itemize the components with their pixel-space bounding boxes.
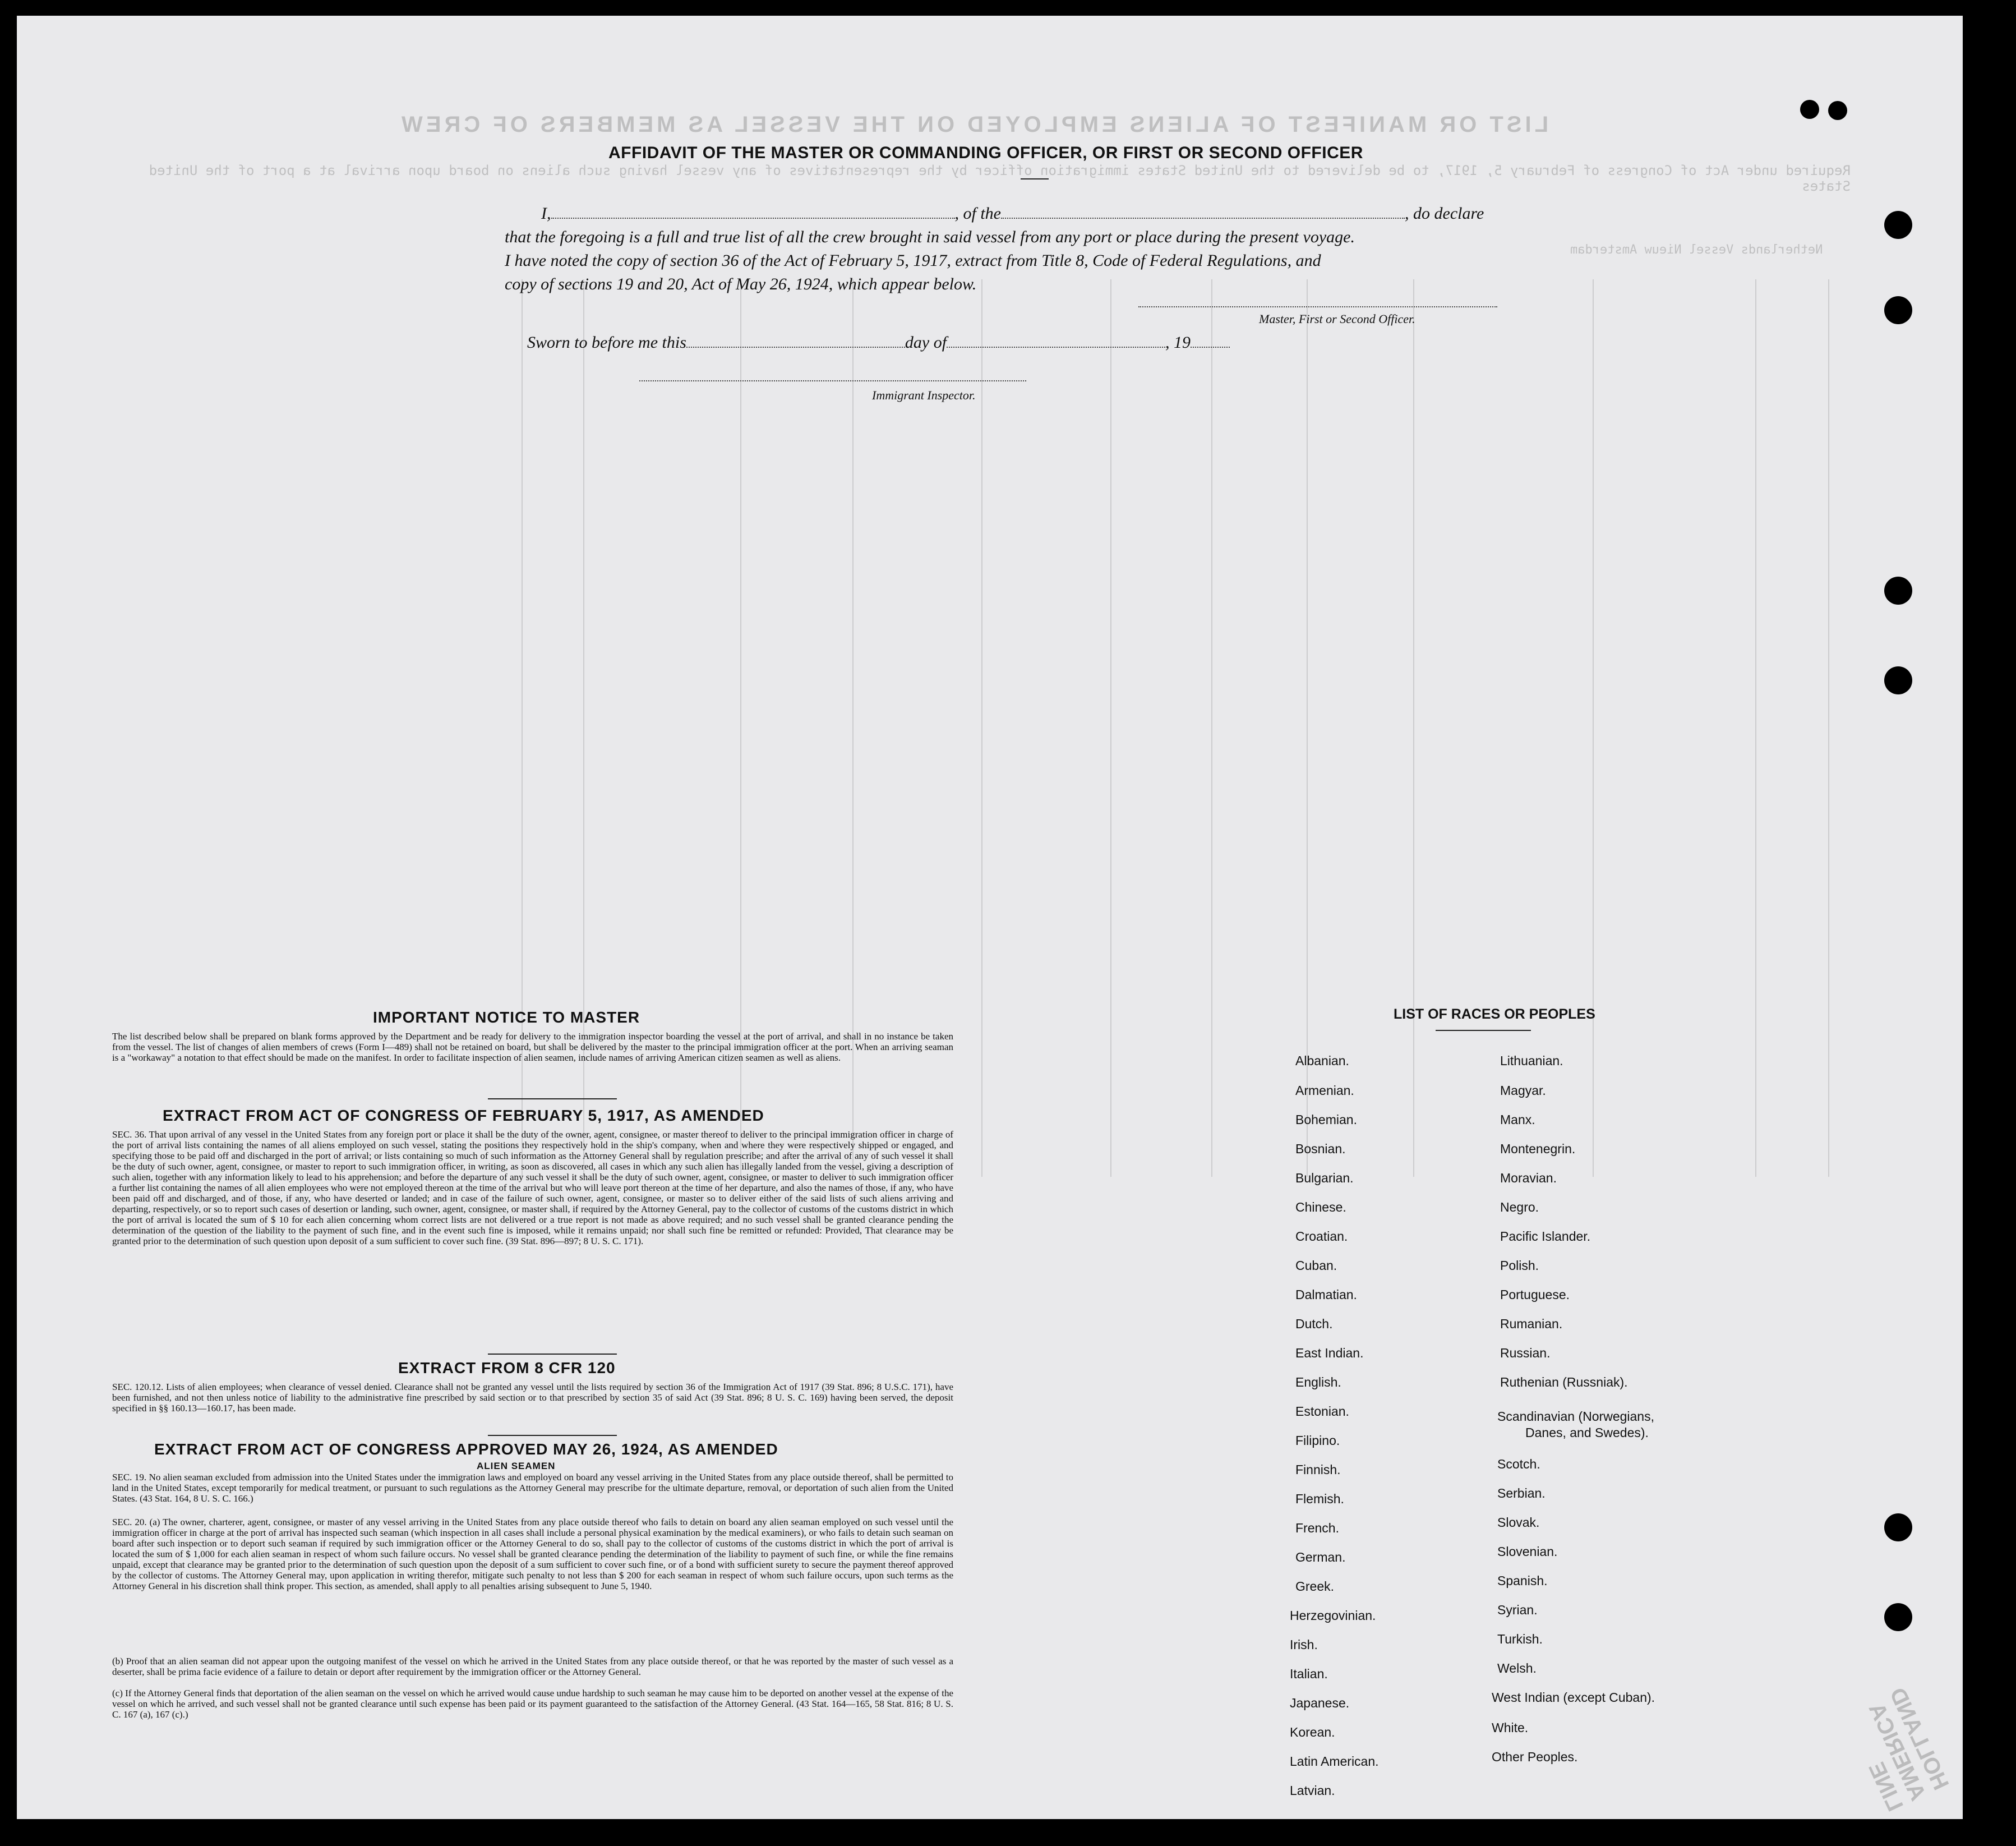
punch-hole-top xyxy=(1800,100,1819,119)
race-item: Irish. xyxy=(1290,1637,1318,1652)
race-item: Flemish. xyxy=(1295,1491,1344,1506)
sworn-line: Sworn to before me this day of , 19 xyxy=(527,333,1230,352)
race-item: Bosnian. xyxy=(1295,1141,1346,1156)
affidavit-line-3: I have noted the copy of section 36 of the Act of February 5, 1917, extract from Title 8, Code of Federal Regulations, and xyxy=(505,251,1321,270)
extract-1917-title: EXTRACT FROM ACT OF CONGRESS OF FEBRUARY 5, 1917, AS AMENDED xyxy=(163,1107,764,1124)
notice-text: The list described below shall be prepared on blank forms approved by the Department and be ready for delivery to the immigration inspector boarding the vessel at the port of arrival, and shall in no instance be taken from the vessel. The list of changes of alien members of crews (Form I—489) shall not be retained on board, but shall be delivered by the master to the principal immigration officer at the port. When an arriving seaman is a "workaway" a notation to that effect should be made on the manifest. In order to facilitate inspection of alien seamen, include names of arriving American citizen seamen as well as aliens. xyxy=(112,1031,953,1063)
race-item: Estonian. xyxy=(1295,1404,1349,1419)
punch-hole xyxy=(1884,1513,1912,1541)
race-item: Rumanian. xyxy=(1500,1316,1563,1331)
race-item: Latin American. xyxy=(1290,1754,1379,1769)
race-item: Chinese. xyxy=(1295,1200,1346,1214)
race-item: Negro. xyxy=(1500,1200,1539,1214)
race-item: Moravian. xyxy=(1500,1171,1557,1185)
race-item: Turkish. xyxy=(1497,1632,1543,1646)
affidavit-line-4: copy of sections 19 and 20, Act of May 26, 1924, which appear below. xyxy=(505,275,977,293)
race-item: Manx. xyxy=(1500,1112,1535,1127)
race-item: Pacific Islander. xyxy=(1500,1229,1591,1244)
race-item: German. xyxy=(1295,1550,1346,1564)
race-item: Cuban. xyxy=(1295,1258,1337,1273)
extract-cfr-title: EXTRACT FROM 8 CFR 120 xyxy=(398,1359,616,1377)
race-item: Scandinavian (Norwegians, xyxy=(1497,1409,1654,1424)
extract-cfr-text: SEC. 120.12. Lists of alien employees; when clearance of vessel denied. Clearance shall not be granted any vessel until the lists required by section 36 of the Immigration Act of 1917 (39 Stat. 896; 8 U.S.C. 171), have been furnished, and not then unless notice of liability to the administrative fine prescribed by said section or to that prescribed by section 35 of said Act (39 Stat. 896; 8 U. S. C. 169) having been served, the deposit specified in §§ 160.13—160.17, has been made. xyxy=(112,1382,953,1414)
race-item: Slovak. xyxy=(1497,1515,1540,1530)
race-item: Magyar. xyxy=(1500,1083,1546,1098)
race-item: Syrian. xyxy=(1497,1603,1538,1617)
affidavit-title: AFFIDAVIT OF THE MASTER OR COMMANDING OFFICER, OR FIRST OR SECOND OFFICER xyxy=(608,144,1363,162)
race-item: Slovenian. xyxy=(1497,1544,1558,1559)
punch-hole xyxy=(1884,577,1912,605)
race-item: Polish. xyxy=(1500,1258,1539,1273)
race-item: Bohemian. xyxy=(1295,1112,1357,1127)
race-item: Croatian. xyxy=(1295,1229,1348,1244)
race-item: Spanish. xyxy=(1497,1573,1548,1588)
manifest-sheet xyxy=(17,16,1963,1819)
race-item: East Indian. xyxy=(1295,1346,1364,1360)
race-item: Korean. xyxy=(1290,1725,1335,1739)
punch-hole xyxy=(1884,296,1912,324)
race-item: White. xyxy=(1492,1720,1529,1735)
race-item: Other Peoples. xyxy=(1492,1750,1578,1764)
race-item: Dalmatian. xyxy=(1295,1287,1357,1302)
race-item: Scotch. xyxy=(1497,1457,1540,1471)
punch-hole xyxy=(1884,211,1912,239)
race-item: Danes, and Swedes). xyxy=(1525,1425,1649,1440)
affidavit-line-2: that the foregoing is a full and true list of all the crew brought in said vessel from any port or place during the present voyage. xyxy=(505,228,1355,246)
affidavit-line-1: I, , of the , do declare xyxy=(541,204,1484,223)
race-item: Dutch. xyxy=(1295,1316,1333,1331)
race-item: Armenian. xyxy=(1295,1083,1354,1098)
race-item: Albanian. xyxy=(1295,1053,1349,1068)
extract-1924-sec20b: (b) Proof that an alien seaman did not appear upon the outgoing manifest of the vessel on which he arrived in the United States from any place outside thereof, or that he was reported by the master of such vessel as a deserter, shall be prima facie evidence of a failure to detain or deport after requirement by the immigration officer or the Attorney General. xyxy=(112,1656,953,1677)
race-item: Filipino. xyxy=(1295,1433,1340,1448)
notice-title: IMPORTANT NOTICE TO MASTER xyxy=(373,1009,640,1026)
race-item: Portuguese. xyxy=(1500,1287,1570,1302)
extract-1917-text: SEC. 36. That upon arrival of any vessel in the United States from any foreign port or place it shall be the duty of the owner, agent, consignee, or master thereof to deliver to the principal immigration officer in charge of the port of arrival lists containing the names of all aliens employed on such vessel, stating the positions they respectively hold in the ship's company, when and where they were respectively shipped or engaged, and specifying those to be paid off and discharged in the port of arrival; or lists containing so much of such information as the Attorney General shall by regulation prescribe; and after the arrival of any of such vessel it shall be the duty of such owner, agent, consignee, or master to report to such immigration officer, in writing, as soon as discovered, all cases in which any such alien has illegally landed from the vessel, giving a description of such alien, together with any information likely to lead to his apprehension; and before the departure of any such vessel it shall be the duty of such owner, agent, consignee, or master to deliver to such immigration officer a further list containing the names of all alien employees who were not employed thereon at the time of the arrival but who will leave port thereon at the time of her departure, and also the names of those, if any, who have been paid off and discharged, and of those, if any, who have deserted or landed; and in case of the failure of such owner, agent, consignee, or master so to deliver either of the said lists of such aliens arriving and departing, respectively, or so to report such cases of desertion or landing, such owner, agent, consignee, or master shall, if required by the Attorney General, pay to the collector of customs of the customs district in which the port of arrival is located the sum of $ 10 for each alien concerning whom correct lists are not delivered or a true report is not made as above required; and no such vessel shall be granted clearance pending the determination of the question of the liability to the payment of such fine, and in the event such fine is imposed, while it remains unpaid; nor shall such fine be remitted or refunded: Provided, That clearance may be granted prior to the determination of such question upon deposit of a sum sufficient to cover such fine. (39 Stat. 896—897; 8 U. S. C. 171). xyxy=(112,1129,953,1246)
race-item: Lithuanian. xyxy=(1500,1053,1563,1068)
race-item: Welsh. xyxy=(1497,1661,1537,1675)
punch-hole xyxy=(1884,666,1912,694)
race-item: Russian. xyxy=(1500,1346,1551,1360)
master-signature-label: Master, First or Second Officer. xyxy=(1259,312,1415,326)
line-stamp: HOLLAND AMERICA LINE xyxy=(1863,1684,1954,1815)
race-item: West Indian (except Cuban). xyxy=(1492,1690,1655,1705)
extract-1924-title: EXTRACT FROM ACT OF CONGRESS APPROVED MAY 26, 1924, AS AMENDED xyxy=(154,1440,778,1458)
punch-hole-top xyxy=(1828,101,1847,120)
extract-1924-sec19: SEC. 19. No alien seaman excluded from admission into the United States under the immigration laws and employed on board any vessel arriving in the United States from any place outside thereof, shall be permitted to land in the United States, except temporarily for medical treatment, or pursuant to such regulations as the Attorney General may prescribe for the ultimate departure, removal, or deportation of such alien from the United States. (43 Stat. 164, 8 U. S. C. 166.) xyxy=(112,1472,953,1504)
races-title: LIST OF RACES OR PEOPLES xyxy=(1394,1006,1595,1022)
extract-1924-sec20c: (c) If the Attorney General finds that deportation of the alien seaman on the vessel on which he arrived would cause undue hardship to such seaman he may cause him to be deported on another vessel at the expense of the vessel on which he arrived, and such vessel shall not be granted clearance until such expense has been paid or its payment guaranteed to the satisfaction of the Attorney General. (43 Stat. 164—165, 58 Stat. 816; 8 U. S. C. 167 (a), 167 (c).) xyxy=(112,1688,953,1720)
inspector-label: Immigrant Inspector. xyxy=(872,388,976,402)
race-item: Latvian. xyxy=(1290,1783,1335,1798)
bleed-through-subheading: Required under Act of Congress of February 5, 1917, to be delivered to the United States immigration officer by the representatives of any vessel having such aliens on board upon arrival at a port of the United States xyxy=(149,163,1851,194)
race-item: Ruthenian (Russniak). xyxy=(1500,1375,1628,1389)
race-item: Herzegovinian. xyxy=(1290,1608,1376,1623)
race-item: French. xyxy=(1295,1521,1339,1535)
extract-1924-subtitle: ALIEN SEAMEN xyxy=(477,1461,556,1471)
extract-1924-sec20a: SEC. 20. (a) The owner, charterer, agent, consignee, or master of any vessel arriving in the United States from any place outside thereof who fails to detain on board any alien seaman employed on such vessel until the immigration officer in charge at the port of arrival has inspected such seaman (which inspection in all cases shall include a personal physical examination by the medical examiners), or who fails to detain such seaman on board after such inspection or to deport such seaman if required by such immigration officer or the Attorney General to do so, shall pay to the collector of customs of the customs district in which the port of arrival is located the sum of $ 1,000 for each alien seaman in respect of whom such failure occurs. No vessel shall be granted clearance pending the determination of the liability to payment of such fine, or while the fine remains unpaid, except that clearance may be granted prior to the determination of such question upon the deposit of a sum sufficient to cover such fine, or of a bond with sufficient surety to secure the payment thereof approved by the collector of customs. The Attorney General may, upon application in writing therefor, mitigate such penalty to not less than $ 200 for each seaman in respect of whom such failure occurs, upon such terms as the Attorney General in his discretion shall think proper. This section, as amended, shall apply to all penalties arising subsequent to June 5, 1940. xyxy=(112,1517,953,1591)
race-item: Montenegrin. xyxy=(1500,1141,1576,1156)
race-item: Japanese. xyxy=(1290,1696,1350,1710)
race-item: Serbian. xyxy=(1497,1486,1546,1500)
punch-hole xyxy=(1884,1603,1912,1631)
bleed-through-vessel: Netherlands Vessel Nieuw Amsterdam xyxy=(1570,243,1823,257)
race-item: English. xyxy=(1295,1375,1341,1389)
bleed-through-heading: LIST OR MANIFEST OF ALIENS EMPLOYED ON THE VESSEL AS MEMBERS OF CREW xyxy=(398,112,1549,137)
race-item: Italian. xyxy=(1290,1667,1328,1681)
race-item: Bulgarian. xyxy=(1295,1171,1354,1185)
race-item: Finnish. xyxy=(1295,1462,1341,1477)
race-item: Greek. xyxy=(1295,1579,1335,1594)
